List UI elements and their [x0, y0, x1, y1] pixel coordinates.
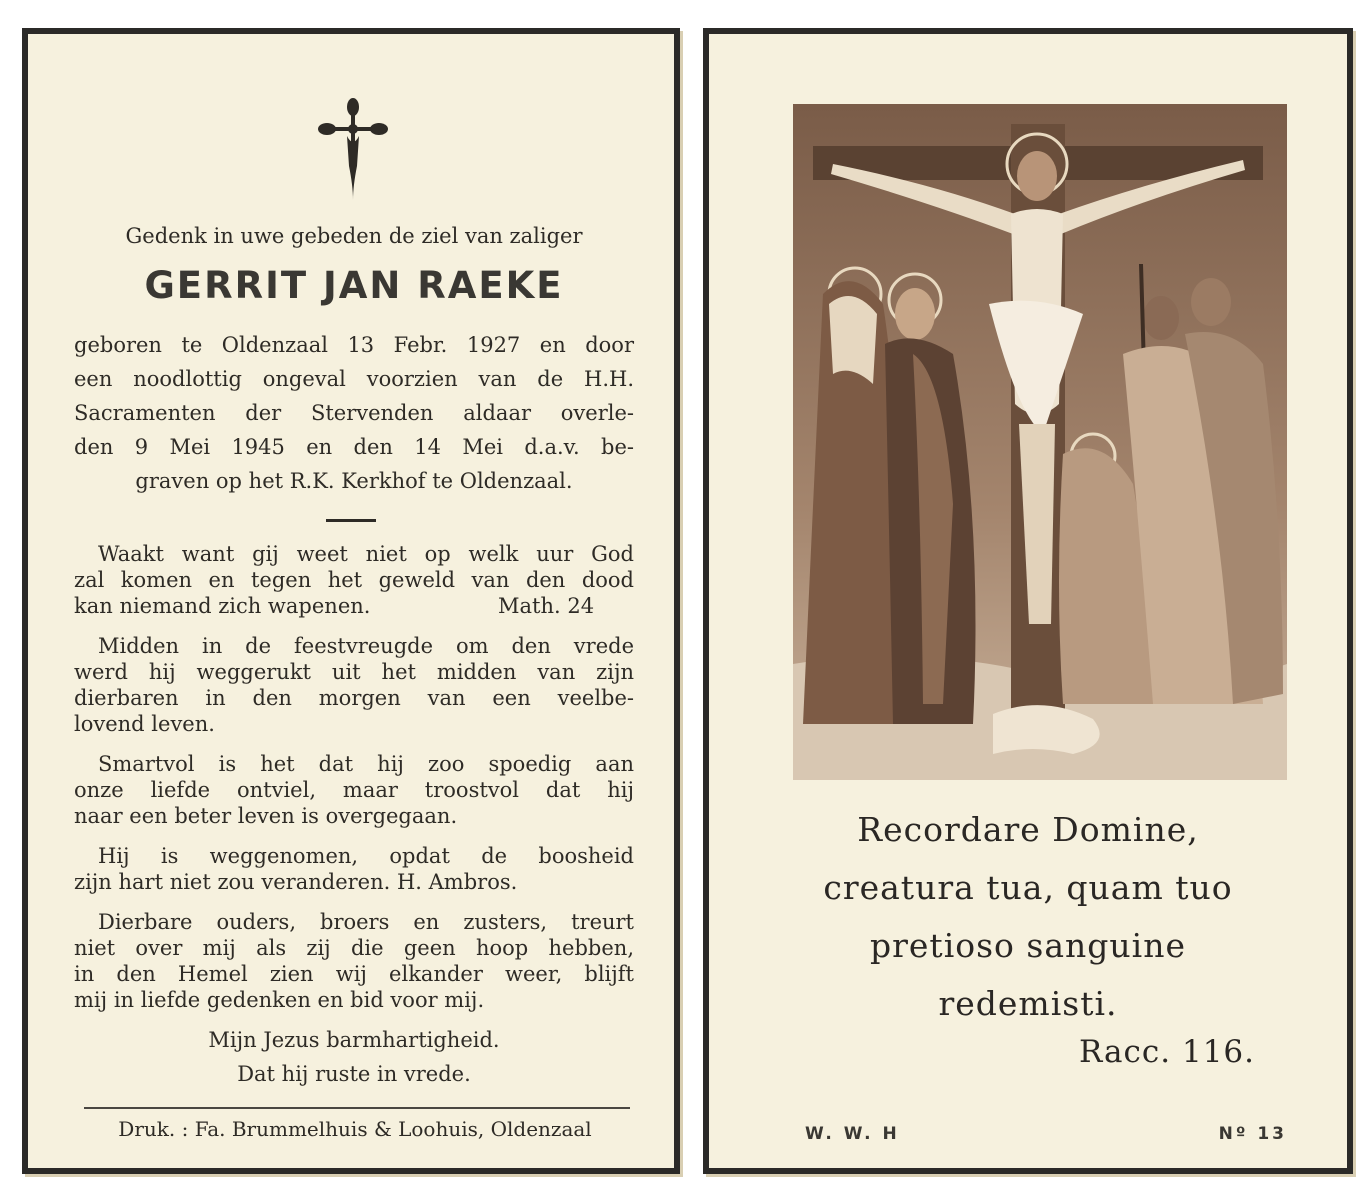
deceased-name: GERRIT JAN RAEKE: [144, 264, 564, 307]
closing-line: Mijn Jezus barmhartigheid.: [208, 1028, 500, 1052]
card-number: Nº 13: [1218, 1124, 1287, 1144]
memorial-card-text: [22, 28, 680, 1174]
bio-line: een noodlottig ongeval voorzien van de H.H.: [74, 367, 634, 391]
printer-credit: Druk. : Fa. Brummelhuis & Loohuis, Oldenzaal: [118, 1117, 592, 1141]
verse-line: Midden in de feestvreugde om den vrede: [98, 634, 634, 658]
prayer-reference: Racc. 116.: [1079, 1034, 1255, 1070]
verse-line: in den Hemel zien wij elkander weer, blijft: [74, 962, 634, 986]
verse-line: kan niemand zich wapenen.: [74, 594, 371, 618]
verse-line: niet over mij als zij die geen hoop hebben,: [74, 936, 634, 960]
bio-line: Sacramenten der Stervenden aldaar overle-: [74, 401, 634, 425]
crucifixion-image: [793, 104, 1287, 780]
crucifixion-illustration: [793, 104, 1287, 780]
bio-line: graven op het R.K. Kerkhof te Oldenzaal.: [135, 469, 573, 493]
publisher-mark: W. W. H: [805, 1124, 900, 1144]
bio-line: geboren te Oldenzaal 13 Febr. 1927 en door: [74, 333, 634, 357]
closing-line: Dat hij ruste in vrede.: [237, 1062, 471, 1086]
prayer-line: pretioso sanguine: [870, 926, 1186, 965]
divider: [326, 519, 376, 522]
verse-line: dierbaren in den morgen van een veelbe-: [74, 686, 634, 710]
verse-line: naar een beter leven is overgegaan.: [74, 804, 458, 828]
verse-line: onze liefde ontviel, maar troostvol dat hij: [74, 778, 634, 802]
prayer-line: Recordare Domine,: [857, 810, 1199, 849]
verse-citation: Math. 24: [498, 594, 595, 618]
verse-line: Dierbare ouders, broers en zusters, treurt: [98, 910, 634, 934]
verse-line: Hij is weggenomen, opdat de boosheid: [98, 844, 634, 868]
verse-line: Waakt want gij weet niet op welk uur God: [98, 542, 634, 566]
verse-line: zal komen en tegen het geweld van den dood: [74, 568, 634, 592]
verse-line: zijn hart niet zou veranderen. H. Ambros.: [74, 870, 518, 894]
verse-line: werd hij weggerukt uit het midden van zijn: [74, 660, 634, 684]
bio-line: den 9 Mei 1945 en den 14 Mei d.a.v. be-: [74, 435, 634, 459]
verse-line: lovend leven.: [74, 712, 215, 736]
verse-line: Smartvol is het dat hij zoo spoedig aan: [98, 752, 634, 776]
footer-rule: [84, 1107, 630, 1109]
prayer-line: redemisti.: [938, 984, 1118, 1023]
cross-icon: [318, 96, 388, 200]
intro-text: Gedenk in uwe gebeden de ziel van zaliger: [125, 224, 583, 248]
verse-line: mij in liefde gedenken en bid voor mij.: [74, 988, 485, 1012]
prayer-line: creatura tua, quam tuo: [823, 868, 1233, 907]
memorial-card-image: [703, 28, 1353, 1174]
